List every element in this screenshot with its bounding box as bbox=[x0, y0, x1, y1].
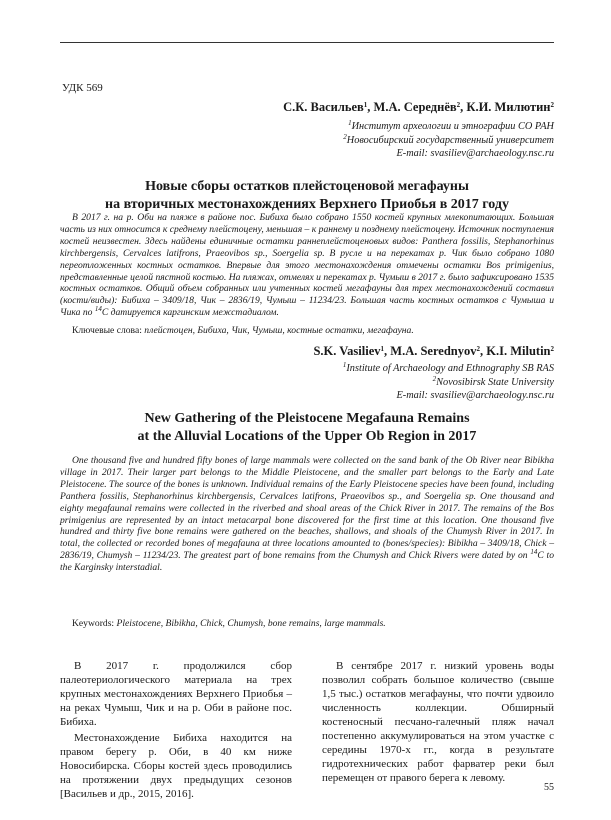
author-sup: 1 bbox=[380, 345, 385, 353]
title-en bbox=[60, 410, 554, 446]
affiliation-line bbox=[343, 120, 554, 134]
author-sep: , bbox=[480, 344, 487, 358]
author-sup: 2 bbox=[476, 345, 480, 353]
affiliations-ru bbox=[343, 120, 554, 161]
body-paragraph: Местонахождение Бибиха находится на правом берегу р. Оби, в 40 км ниже Новосибирска. Сборы костей здесь проводились на протяжении двух предыдущих сезонов [Васильев и др., 2015, 2016]. bbox=[60, 732, 292, 800]
affiliation-line bbox=[343, 134, 554, 148]
title-line: на вторичных местонахождениях Верхнего Приобья в 2017 году bbox=[105, 197, 509, 212]
author-sep: , bbox=[384, 344, 391, 358]
author-name: S.K. Vasiliev bbox=[313, 344, 381, 358]
body-column-right bbox=[322, 659, 554, 785]
affiliation-text: Новосибирский государственный университет bbox=[346, 134, 554, 146]
title-line: at the Alluvial Locations of the Upper Ob Region in 2017 bbox=[137, 429, 477, 444]
authors-ru bbox=[283, 100, 554, 115]
author-name: М.А. Середнёв bbox=[373, 100, 457, 114]
title-line: New Gathering of the Pleistocene Megafauna Remains bbox=[144, 411, 470, 426]
affiliation-text: Novosibirsk State University bbox=[436, 376, 554, 388]
isotope-sup: 14 bbox=[94, 305, 102, 314]
author-sup: 2 bbox=[550, 345, 554, 353]
author-sep: , bbox=[460, 100, 467, 114]
header-rule bbox=[60, 42, 554, 43]
abstract-en bbox=[60, 455, 554, 574]
author-sup: 1 bbox=[363, 101, 368, 109]
keywords-text: плейстоцен, Бибиха, Чик, Чумыш, костные остатки, мегафауна. bbox=[144, 325, 414, 336]
title-ru bbox=[60, 178, 554, 214]
author-name: С.К. Васильев bbox=[283, 100, 364, 114]
keywords-text: Pleistocene, Bibikha, Chick, Chumysh, bone remains, large mammals. bbox=[116, 618, 386, 629]
affiliation-line bbox=[343, 376, 554, 390]
affiliation-sup: 2 bbox=[343, 132, 347, 141]
abstract-text: В 2017 г. на р. Оби на пляже в районе пос. Бибиха было собрано 1550 костей крупных млекопитающих. Большая часть из них относится к среднему плейстоцену, меньшая – к раннему и позднему плейстоцену. Источник поступления костей неизвестен. Здесь найдены единичные остатки раннеплейстоценовых видов: Panthera fossilis, Stephanorhinus kirchbergensis, Cervalces latifrons, Praeovibos sp., Soergelia sp. В русле и на перекатах р. Чик было собрано 1080 переотложенных костных остатков. Впервые для этого местонахождения отмечены остатки Bos primigenius, представленные целой пястной костью. На пляжах, отмелях и перекатах р. Чумыш в 2017 г. было зафиксировано 1535 костных остатков. Общий объем собранных или учтенных костей мегафауны для трех местонахождений составил (кости/виды): Бибиха – 3409/18, Чик – 2836/19, Чумыш – 11234/23. Большая часть костных остатков с Чумыша и Чика по bbox=[60, 212, 554, 319]
email-en: E-mail: svasiliev@archaeology.nsc.ru bbox=[396, 390, 554, 401]
author-name: К.И. Милютин bbox=[466, 100, 551, 114]
affiliation-line bbox=[343, 362, 554, 376]
title-line: Новые сборы остатков плейстоценовой мегафауны bbox=[145, 179, 469, 194]
body-column-left bbox=[60, 659, 292, 801]
author-sup: 2 bbox=[456, 101, 461, 109]
abstract-text: One thousand five and hundred fifty bones of large mammals were collected on the sand bank of the Ob River near Bibikha village in 2017. Their larger part belongs to the Middle Pleistocene, and the smaller part belongs to the Early and Late Pleistocene. The source of the bones is unknown. Individual remains of the Early Pleistocene species have been found, including Panthera fossilis, Stephanorhinus kirchbergensis, Cervalces latifrons, Praeovibos sp., and Soergelia sp. One thousand and eighty megafaunal remains were collected in the riverbed and shoal areas of the Chick River in 2017. The remains of the Bos primigenius are represented by an intact metacarpal bone discovered for the first time at this location. One thousand five hundred and thirty five bone remains were gathered on the beaches, shallows, and shoals of the Chumysh River in 2017. In total, the collected or recorded bones of megafauna at three locations amounted to (bones/species): Bibikha – 3409/18, Chick – 2836/19, Chumysh – 11234/23. The greatest part of bone remains from the Chumysh and Chick Rivers were dated by on bbox=[60, 455, 554, 562]
abstract-paragraph bbox=[60, 212, 554, 319]
affiliation-sup: 1 bbox=[342, 361, 347, 369]
page-number: 55 bbox=[544, 782, 554, 793]
abstract-text-tail: C to the Karginsky interstadial. bbox=[60, 550, 554, 574]
affiliation-text: Institute of Archaeology and Ethnography SB RAS bbox=[346, 363, 554, 374]
abstract-paragraph bbox=[60, 455, 554, 574]
udk-code: УДК 569 bbox=[62, 82, 103, 94]
affiliation-sup: 2 bbox=[432, 374, 437, 383]
author-sep: , bbox=[367, 100, 374, 114]
authors-en bbox=[313, 344, 554, 359]
affiliations-en bbox=[343, 362, 554, 403]
author-name: M.A. Serednyov bbox=[390, 344, 477, 358]
author-sup: 2 bbox=[550, 101, 554, 109]
keywords-label: Keywords: bbox=[72, 618, 117, 629]
abstract-text-tail: С датируется каргинским межстадиалом. bbox=[101, 307, 279, 319]
body-paragraph: В 2017 г. продолжился сбор палеотериологического материала на трех крупных местонахождениях Верхнего Приобья – на реках Чумыш, Чик и на р. Оби в районе пос. Бибиха. bbox=[60, 660, 292, 728]
body-paragraph: В сентябре 2017 г. низкий уровень воды позволил собрать большое количество (свыше 1,5 тыс.) остатков мегафауны, что почти удвоило численность коллекции. Обширный костеносный песчано-галечный пляж начал постепенно аккумулироваться на этом участке с середины 1970-х гг., когда в результате гидротехнических работ фарватер реки был перемещен от правого берега к левому. bbox=[322, 660, 554, 784]
author-name: K.I. Milutin bbox=[486, 344, 551, 358]
keywords-ru bbox=[72, 325, 414, 337]
affiliation-sup: 1 bbox=[348, 119, 352, 127]
isotope-sup: 14 bbox=[530, 548, 538, 557]
keywords-en bbox=[72, 618, 386, 630]
abstract-ru bbox=[60, 212, 554, 319]
affiliation-text: Институт археологии и этнографии СО РАН bbox=[351, 121, 554, 132]
email-ru: E-mail: svasiliev@archaeology.nsc.ru bbox=[396, 148, 554, 159]
keywords-label: Ключевые слова: bbox=[72, 325, 145, 336]
